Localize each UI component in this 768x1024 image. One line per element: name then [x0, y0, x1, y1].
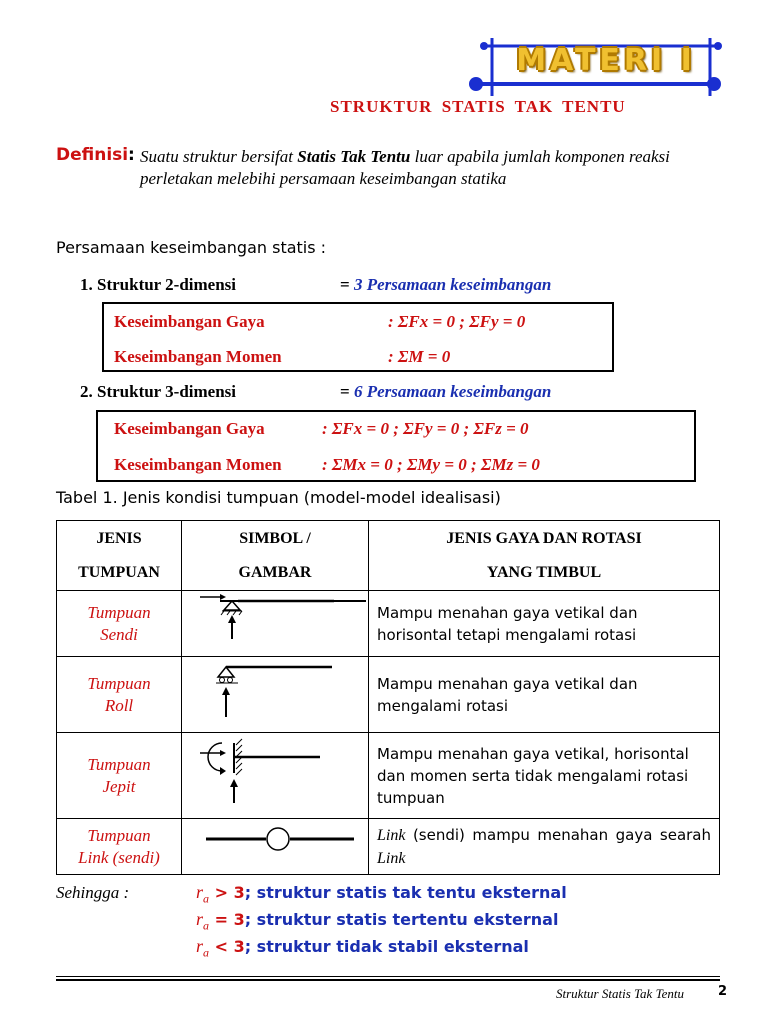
roller-support-icon — [182, 657, 368, 727]
support-type-pin-line1: Tumpuan — [87, 602, 151, 622]
force-equilibrium-3d-formula: : ΣFx = 0 ; ΣFy = 0 ; ΣFz = 0 — [322, 419, 529, 438]
table-row — [57, 819, 720, 875]
header-support-type-line1: JENIS — [96, 529, 142, 547]
reaction-count-symbol — [196, 909, 210, 933]
equilibrium-heading: Persamaan keseimbangan statis : — [56, 238, 327, 257]
reaction-desc-pin: Mampu menahan gaya vetikal dan horisontal tetapi mengalami rotasi — [369, 591, 720, 657]
conclusion-text: ; struktur statis tak tentu eksternal — [244, 883, 567, 902]
reaction-desc-link-term-2: Link — [377, 849, 406, 867]
moment-equilibrium-2d-formula: : ΣM = 0 — [388, 347, 451, 366]
structure-2d-equation-count — [340, 275, 551, 295]
force-equilibrium-3d-label: Keseimbangan Gaya — [114, 419, 265, 438]
badge-text: MATERI I — [516, 43, 696, 78]
reaction-desc-link-term: Link — [377, 826, 406, 844]
r-subscript: a — [203, 945, 210, 960]
definition-colon: : — [128, 145, 135, 165]
conclusion-operator: > 3 — [209, 883, 245, 902]
reaction-desc-link — [369, 819, 720, 875]
support-type-pin — [57, 591, 182, 657]
fixed-support-icon — [182, 733, 368, 813]
support-type-roller-line1: Tumpuan — [87, 673, 151, 693]
reaction-desc-fixed: Mampu menahan gaya vetikal, horisontal dan momen serta tidak mengalami rotasi tumpuan — [369, 733, 720, 819]
support-type-fixed — [57, 733, 182, 819]
table-row — [57, 591, 720, 657]
support-type-link-line2: Link (sendi) — [78, 847, 160, 867]
reaction-count-symbol — [196, 882, 210, 906]
support-types-table — [56, 520, 720, 867]
symbol-cell-link — [182, 819, 369, 875]
r-subscript: a — [203, 891, 210, 906]
pin-support-icon — [182, 591, 368, 651]
definition-text-start: Suatu struktur bersifat — [140, 147, 298, 166]
header-symbol — [182, 521, 369, 591]
header-reactions-line2: YANG TIMBUL — [486, 563, 602, 581]
definition-label: Definisi — [56, 145, 129, 165]
conclusion-operator: < 3 — [209, 937, 245, 956]
footer-divider-thin — [56, 976, 720, 977]
header-reactions-line1: JENIS GAYA DAN ROTASI — [446, 529, 642, 547]
page-number: 2 — [718, 984, 728, 999]
conclusion-label: Sehingga : — [56, 883, 130, 902]
symbol-cell-pin — [182, 591, 369, 657]
conclusion-text: ; struktur tidak stabil eksternal — [244, 937, 529, 956]
definition-text — [140, 146, 700, 190]
moment-equilibrium-2d-label: Keseimbangan Momen — [114, 347, 282, 366]
symbol-cell-fixed — [182, 733, 369, 819]
force-equilibrium-2d-label: Keseimbangan Gaya — [114, 312, 265, 331]
symbol-cell-roller — [182, 657, 369, 733]
conclusion-item-unstable — [196, 936, 529, 961]
chapter-badge — [462, 36, 728, 100]
reaction-desc-link-text: (sendi) mampu menahan gaya searah — [405, 825, 711, 844]
conclusion-item-indeterminate — [196, 882, 567, 907]
support-type-fixed-line1: Tumpuan — [87, 754, 151, 774]
definition-term: Statis Tak Tentu — [297, 147, 411, 166]
page-title: STRUKTUR STATIS TAK TENTU — [330, 97, 626, 116]
footer-divider-thick — [56, 979, 720, 981]
conclusion-item-determinate — [196, 909, 558, 934]
structure-3d-equation-count — [340, 382, 551, 402]
reaction-count-symbol — [196, 936, 210, 960]
structure-2d-eq-prefix: = — [340, 275, 354, 294]
table-row — [57, 733, 720, 819]
force-equilibrium-2d-formula: : ΣFx = 0 ; ΣFy = 0 — [388, 312, 526, 331]
header-symbol-line1: SIMBOL / — [239, 529, 311, 547]
r-symbol: r — [196, 909, 204, 929]
moment-equilibrium-3d-label: Keseimbangan Momen — [114, 455, 282, 474]
reaction-desc-roller: Mampu menahan gaya vetikal dan mengalami rotasi — [369, 657, 720, 733]
link-support-icon — [182, 819, 368, 869]
footer-title: Struktur Statis Tak Tentu — [556, 986, 684, 1001]
structure-3d-label: 2. Struktur 3-dimensi — [80, 382, 237, 401]
conclusion-text: ; struktur statis tertentu eksternal — [244, 910, 559, 929]
header-support-type — [57, 521, 182, 591]
conclusion-operator: = 3 — [209, 910, 245, 929]
r-symbol: r — [196, 882, 204, 902]
r-subscript: a — [203, 918, 210, 933]
definition-text-end: luar apabila jumlah komponen reaksi perletakan melebihi persamaan keseimbangan statika — [140, 147, 670, 188]
structure-3d-eq-value: 6 Persamaan keseimbangan — [353, 382, 552, 401]
table-row — [57, 657, 720, 733]
support-type-roller-line2: Roll — [104, 695, 134, 715]
structure-2d-eq-value: 3 Persamaan keseimbangan — [353, 275, 552, 294]
table-caption: Tabel 1. Jenis kondisi tumpuan (model-model idealisasi) — [56, 488, 501, 507]
support-type-roller — [57, 657, 182, 733]
support-type-link-line1: Tumpuan — [87, 825, 151, 845]
structure-2d-label: 1. Struktur 2-dimensi — [80, 275, 237, 294]
table-header-row — [57, 521, 720, 591]
support-type-pin-line2: Sendi — [100, 624, 138, 644]
r-symbol: r — [196, 936, 204, 956]
support-type-link — [57, 819, 182, 875]
structure-3d-eq-prefix: = — [340, 382, 354, 401]
header-support-type-line2: TUMPUAN — [78, 563, 160, 581]
moment-equilibrium-3d-formula: : ΣMx = 0 ; ΣMy = 0 ; ΣMz = 0 — [322, 455, 540, 474]
header-reactions — [369, 521, 720, 591]
header-symbol-line2: GAMBAR — [238, 563, 312, 581]
support-type-fixed-line2: Jepit — [102, 776, 136, 796]
